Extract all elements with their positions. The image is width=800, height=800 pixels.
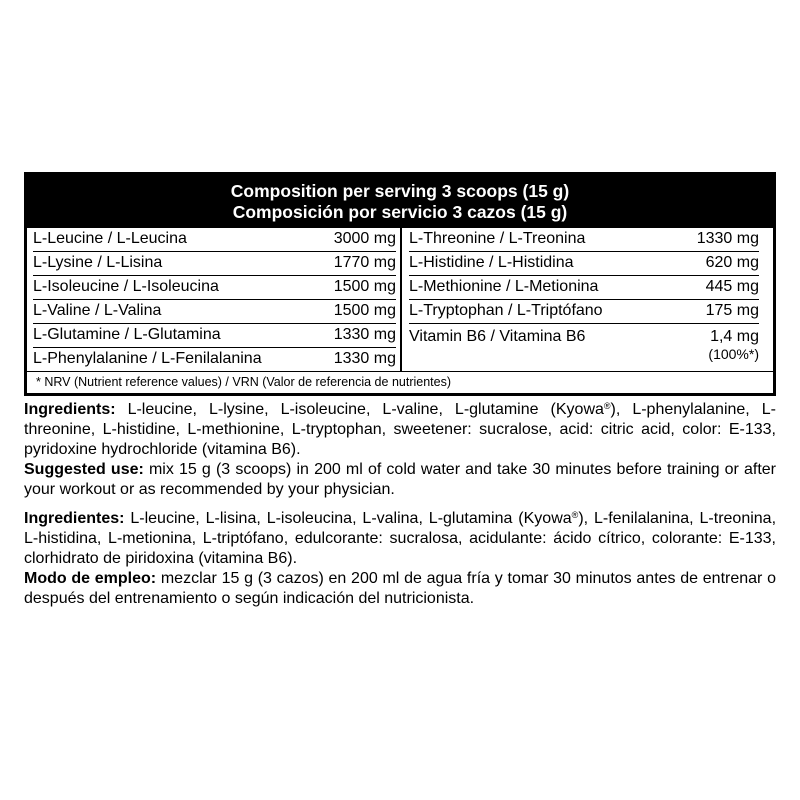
table-body (27, 228, 773, 371)
nutrient-name: L-Isoleucine / L-Isoleucina (33, 278, 219, 295)
left-column (27, 228, 402, 371)
nutrient-name: L-Histidine / L-Histidina (409, 254, 574, 271)
nutrient-name: L-Phenylalanine / L-Fenilalanina (33, 350, 262, 367)
nutrient-amount: 1770 mg (333, 254, 396, 271)
header-spanish: Composición por servicio 3 cazos (15 g) (232, 202, 568, 222)
suggested-use-en-text: mix 15 g (3 scoops) in 200 ml of cold water and take 30 minutes before training or after your workout or as recommended by your physician. (24, 461, 776, 498)
nutrient-amount: 620 mg (705, 254, 759, 271)
nutrition-label (24, 172, 776, 609)
table-row (409, 228, 759, 252)
label-text (24, 400, 776, 609)
ingredients-en-text-b: ), L-phenylalanine, L-threonine, L-histidine, L-methionine, L-tryptophan, sweetener: sucralose, acid: citric acid, color: E-133, pyridoxine hydrochloride (vitamina B6). (24, 401, 776, 458)
nrv-footnote: * NRV (Nutrient reference values) / VRN (Valor de referencia de nutrientes) (27, 371, 773, 393)
header-english: Composition per serving 3 scoops (15 g) (230, 181, 570, 201)
table-row (33, 348, 396, 371)
suggested-use-es (24, 569, 776, 609)
nutrient-amount: 175 mg (705, 302, 759, 319)
nutrient-amount: 1330 mg (333, 326, 396, 343)
vitamin-row (409, 324, 759, 363)
right-column (402, 228, 773, 371)
nutrient-amount: 1330 mg (696, 230, 759, 247)
ingredients-es (24, 509, 776, 569)
vitamin-amount-group (708, 327, 759, 363)
ingredients-es-text-a: L-leucine, L-lisina, L-isoleucina, L-valina, L-glutamina (Kyowa (124, 510, 572, 527)
composition-table (24, 172, 776, 396)
table-header (27, 175, 773, 228)
nutrient-name: L-Tryptophan / L-Triptófano (409, 302, 603, 319)
table-row (33, 228, 396, 252)
ingredients-en-text-a: L-leucine, L-lysine, L-isoleucine, L-valine, L-glutamine (Kyowa (115, 401, 604, 418)
ingredients-en-label: Ingredients: (24, 401, 116, 418)
vitamin-amount: 1,4 mg (710, 328, 759, 345)
nutrient-name: L-Lysine / L-Lisina (33, 254, 163, 271)
nutrient-amount: 3000 mg (333, 230, 396, 247)
ingredients-en (24, 400, 776, 460)
nutrient-name: L-Leucine / L-Leucina (33, 230, 187, 247)
suggested-use-es-text: mezclar 15 g (3 cazos) en 200 ml de agua fría y tomar 30 minutos antes de entrenar o después del entrenamiento o según indicación del nutricionista. (24, 570, 777, 607)
table-row (33, 252, 396, 276)
nutrient-name: L-Glutamine / L-Glutamina (33, 326, 221, 343)
nutrient-name: L-Valine / L-Valina (33, 302, 162, 319)
table-row (409, 276, 759, 300)
ingredients-es-label: Ingredientes: (24, 510, 125, 527)
nutrient-amount: 1330 mg (333, 350, 396, 367)
registered-mark: ® (603, 401, 611, 411)
ingredients-es-text-b: ), L-fenilalanina, L-treonina, L-histidina, L-metionina, L-triptófano, edulcorante: sucralosa, acidulante: ácido cítrico, colorante: E-133, clorhidrato de piridoxina (vitamina B6). (24, 510, 777, 567)
nutrient-name: L-Methionine / L-Metionina (409, 278, 599, 295)
table-row (409, 252, 759, 276)
table-row (33, 276, 396, 300)
registered-mark: ® (571, 510, 579, 520)
table-row (33, 300, 396, 324)
vitamin-nrv: (100%*) (708, 346, 759, 362)
suggested-use-en-label: Suggested use: (24, 461, 144, 478)
nutrient-name: L-Threonine / L-Treonina (409, 230, 586, 247)
table-row (409, 300, 759, 324)
nutrient-amount: 1500 mg (333, 302, 396, 319)
suggested-use-es-label: Modo de empleo: (24, 570, 157, 587)
vitamin-name: Vitamin B6 / Vitamina B6 (409, 328, 586, 345)
nutrient-amount: 445 mg (705, 278, 759, 295)
table-row (33, 324, 396, 348)
suggested-use-en (24, 460, 776, 500)
nutrient-amount: 1500 mg (333, 278, 396, 295)
